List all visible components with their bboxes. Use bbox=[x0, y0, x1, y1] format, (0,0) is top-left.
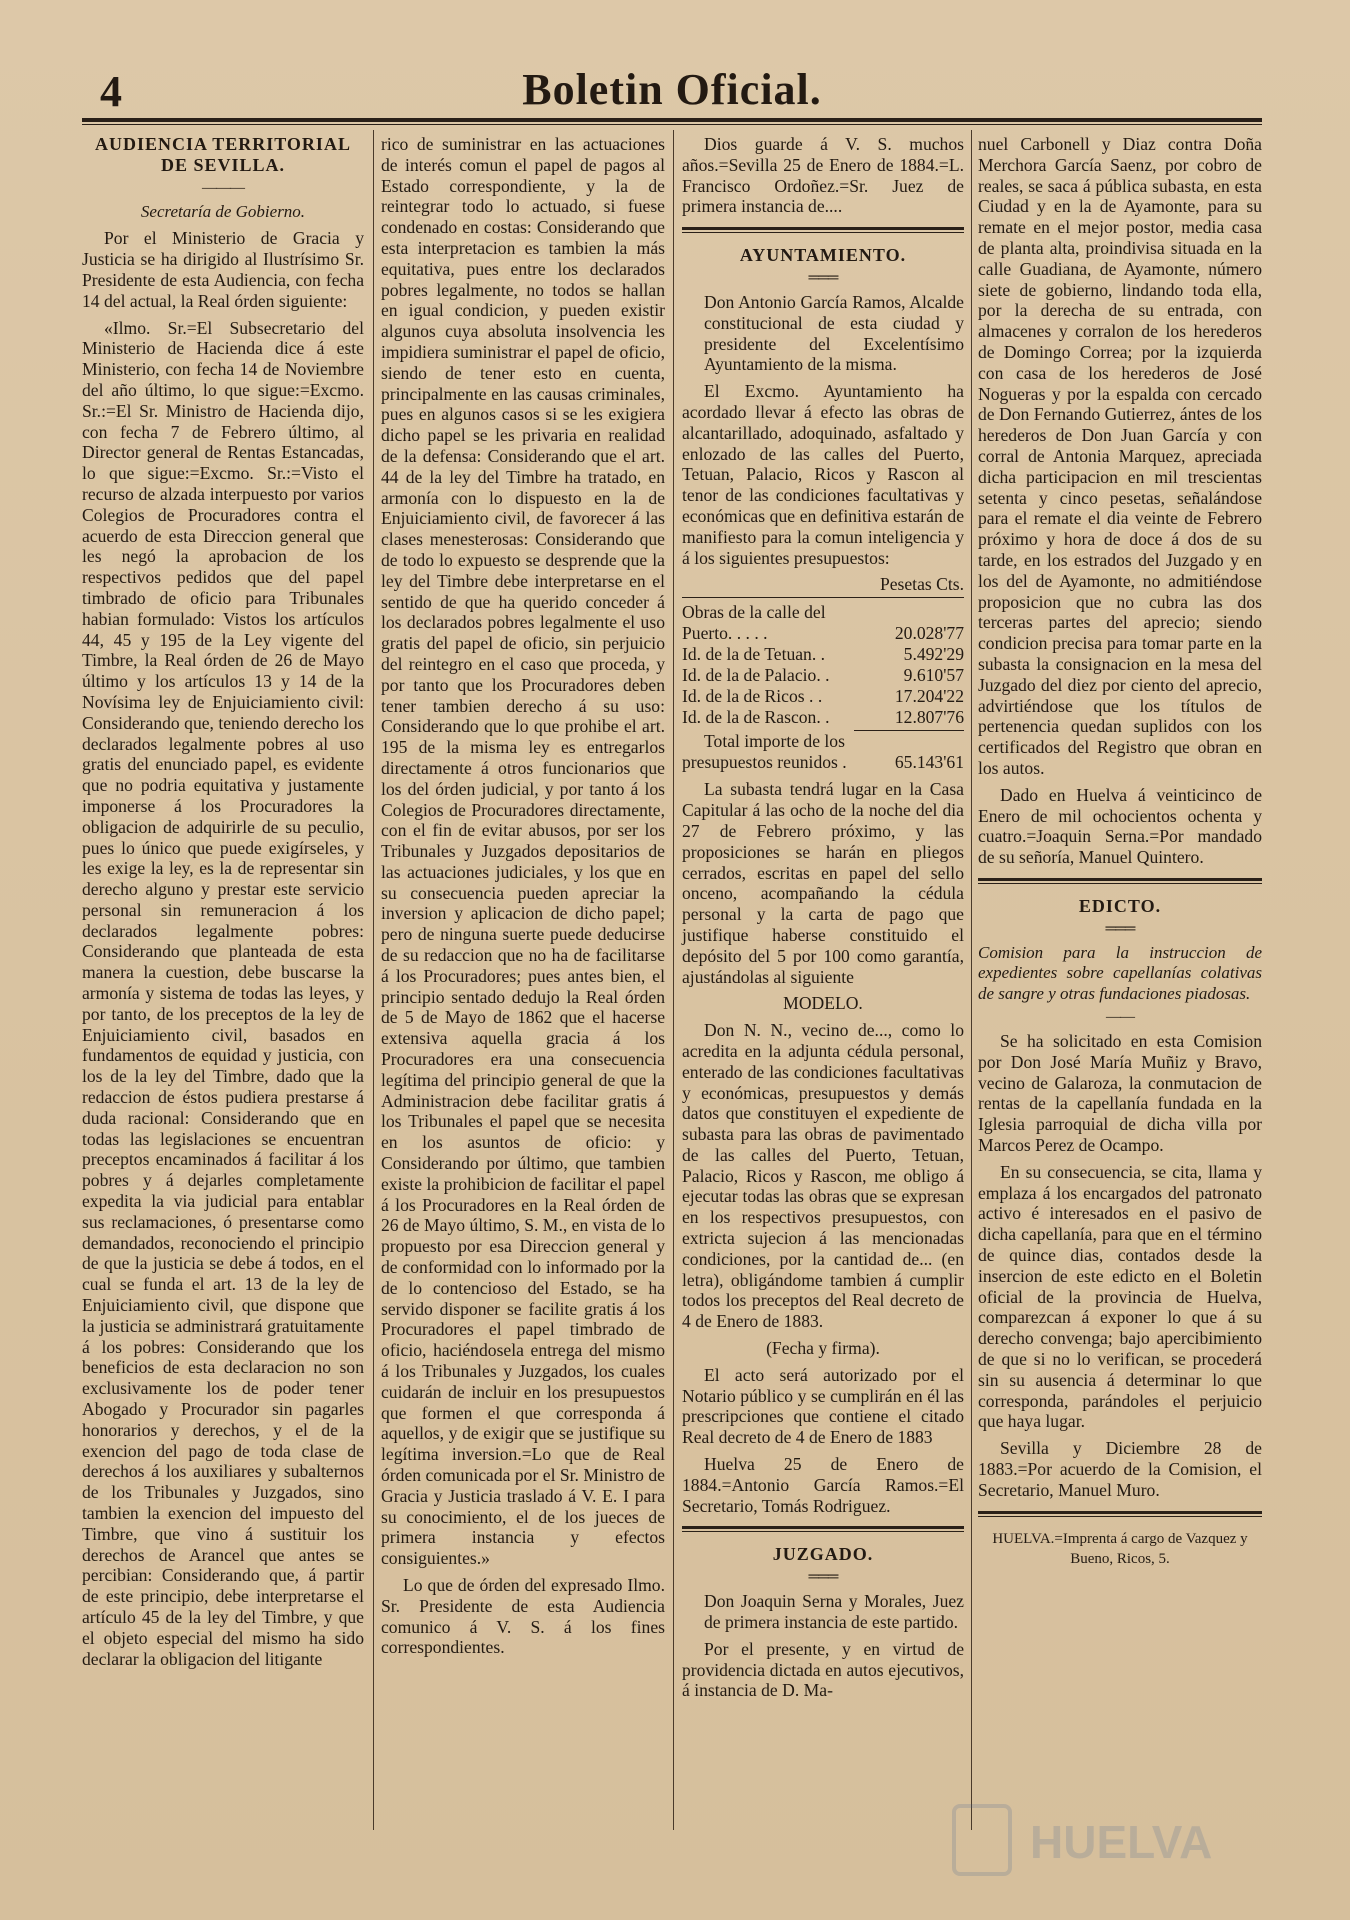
paragraph: «Ilmo. Sr.=El Subsecretario del Ministerio de Hacienda dice á este Ministerio, con fecha 14 de Noviembre del año último, lo que sigue:=Excmo. Sr.:=El Sr. Ministro de Hacienda dijo, con fecha 7 de Febrero último, al Director general de Rentas Estancadas, lo que sigue:=Excmo. Sr.:=Visto el recurso de alzada interpuesto por varios Colegios de Procuradores contra el acuerdo de esta Direccion general que les negó la aprobacion de los respectivos pedidos que del papel timbrado de oficio para Tribunales habian formulado: Vistos los artículos 44, 45 y 195 de la Ley vigente del Timbre, la Real órden de 26 de Mayo último y los artículos 13 y 14 de la Novísima ley de Enjuiciamiento civil: Considerando que, teniendo derecho los declarados legalmente pobres al uso gratis del enunciado papel, es evidente que no podria equitativa y justamente imponerse á los Procuradores la obligacion de adquirirle de su peculio, pues lo único que puede exigírseles, y les exige la ley, es la de representar sin derecho alguno y prestar este servicio personal sin remuneracion á los declarados legalmente pobres: Considerando que planteada de esta manera la cuestion, debe buscarse la armonía y sistema de todas las leyes, y por tanto, de los preceptos de la ley de Enjuiciamiento civil, basados en fundamentos de equidad y justicia, con los de la ley del Timbre, dado que la redaccion de éstos pudiera prestarse á duda racional: Considerando que en todas las legislaciones se encuentran preceptos encaminados á facilitar á los pobres y á dejarles completamente expedita la via judicial para entablar sus reclamaciones, ó presentarse como demandados, reconociendo el principio de que la justicia se debe á todos, en el cual se funda el art. 13 de la ley de Enjuiciamiento civil, que dispone que la justicia se administrará gratuitamente á los pobres: Considerando que los beneficios de esta declaracion no son exclusivamente los de poder tener Abogado y Procurador sin pagarles honorarios y derechos, y el de la exencion del pago de toda clase de derechos á los auxiliares y subalternos de los Tribunales y Juzgados, sino tambien la exencion del impuesto del Timbre, que vino á sustituir los derechos de Arancel que antes se percibian: Considerando que, á partir de este principio, debe interpretarse el artículo 45 de la ley del Timbre, y que el objeto especial del mismo ha sido declarar la obligacion del litigante bbox=[82, 317, 364, 1669]
paragraph: Dios guarde á V. S. muchos años.=Sevilla 25 de Enero de 1884.=L. Francisco Ordoñez.=Sr. Juez de primera instancia de.... bbox=[682, 134, 964, 217]
paragraph: Don N. N., vecino de..., como lo acredita en la adjunta cédula personal, enterado de las condiciones facultativas y económicas, presupuestos y demás datos que constituyen el expediente de subasta para las obras de pavimentado de las calles del Puerto, Tetuan, Palacio, Ricos y Rascon, me obligo á ejecutar todas las obras que se expresan en los respectivos presupuestos, con extricta sujecion á las mencionadas condiciones, por la cantidad de... (en letra), obligándome tambien á cumplir todos los preceptos del Real decreto de 4 de Enero de 1883. bbox=[682, 1020, 964, 1332]
budget-total-label: Total importe de los bbox=[704, 731, 845, 752]
column-3 bbox=[682, 134, 964, 1707]
paragraph: Por el Ministerio de Gracia y Justicia se ha dirigido al Ilustrísimo Sr. Presidente de esta Audiencia, con fecha 14 del actual, la Real órden siguiente: bbox=[82, 228, 364, 311]
section-rule-thin bbox=[682, 1531, 964, 1532]
ornament-rule: ═══ bbox=[1105, 920, 1135, 937]
column-4 bbox=[978, 134, 1262, 1575]
section-title-juzgado: JUZGADO. bbox=[772, 1544, 874, 1565]
paragraph: Don Antonio García Ramos, Alcalde constitucional de esta ciudad y presidente del Excelentísimo Ayuntamiento de la misma. bbox=[704, 291, 964, 375]
section-title-ayuntamiento: AYUNTAMIENTO. bbox=[739, 245, 907, 266]
budget-row: Id. de la de Tetuan. . 5.492'29 bbox=[682, 644, 964, 665]
paragraph: El Excmo. Ayuntamiento ha acordado llevar á efecto las obras de alcantarillado, adoquinado, asfaltado y enlozado de las calles del Puerto, Tetuan, Palacio, Ricos y Rascon al tenor de las condiciones facultativas y económicas que en definitiva estarán de manifiesto para la comun inteligencia y á los siguientes presupuestos: bbox=[682, 381, 964, 568]
section-rule bbox=[682, 227, 964, 230]
watermark-stamp bbox=[950, 1800, 1270, 1880]
section-rule bbox=[682, 1526, 964, 1529]
ornament-rule: —— bbox=[1106, 1009, 1134, 1026]
model-title: MODELO. bbox=[783, 993, 863, 1014]
paragraph: Por el presente, y en virtud de providencia dictada en autos ejecutivos, á instancia de D. Ma- bbox=[682, 1638, 964, 1701]
ornament-rule: ——— bbox=[202, 179, 244, 196]
paragraph: En su consecuencia, se cita, llama y emplaza á los encargados del patronato activo é interesados en el pasivo de dicha capellanía, para que en el término de quince dias, contados desde la insercion de este edicto en el Boletin oficial de la provincia de Huelva, comparezcan á exponer lo que á su derecho convenga; bajo apercibimiento de que si no lo verifican, se procederá sin su ausencia á determinar lo que corresponda, parándoles el perjuicio que haya lugar. bbox=[978, 1161, 1262, 1432]
budget-header: Pesetas Cts. bbox=[682, 574, 964, 598]
budget-row: Puerto. . . . . 20.028'77 bbox=[682, 623, 964, 644]
paragraph: Huelva 25 de Enero de 1884.=Antonio García Ramos.=El Secretario, Tomás Rodriguez. bbox=[682, 1454, 964, 1516]
watermark-text: HUELVA bbox=[1030, 1816, 1213, 1868]
paragraph: La subasta tendrá lugar en la Casa Capitular á las ocho de la noche del dia 27 de Febrero próximo, y las proposiciones se harán en pliegos cerrados, escritas en papel del sello onceno, acompañando la cédula personal y la carta de pago que justifique haberse constituido el depósito del 5 por 100 como garantía, ajustándolas al siguiente bbox=[682, 779, 964, 987]
ornament-rule: ═══ bbox=[808, 1569, 838, 1586]
paragraph: El acto será autorizado por el Notario público y se cumplirán en él las prescripciones que contiene el citado Real decreto de 4 de Enero de 1883 bbox=[682, 1364, 964, 1448]
page-number: 4 bbox=[100, 67, 122, 116]
budget-intro: Obras de la calle del bbox=[682, 602, 826, 623]
model-signature: (Fecha y firma). bbox=[766, 1338, 880, 1359]
paragraph: nuel Carbonell y Diaz contra Doña Merchora García Saenz, por cobro de reales, se saca á pública subasta, en esta Ciudad y en la de Ayamonte, para su remate en el mejor postor, media casa de planta alta, proindivisa situada en la calle Guadiana, de Ayamonte, número siete de gobierno, lindando toda ella, por la derecha de su entrada, con almacenes y corralon de los herederos de Domingo Correa; por la izquierda con casa de los herederos de José Nogueras y por la espalda con cercado de Don Fernando Gutierrez, ántes de los herederos de Don Juan García y con corral de Antonia Marquez, apreciada dicha participacion en mil trescientas setenta y cinco pesetas, señalándose para el remate el dia veinte de Febrero próximo y hora de doce á dos de su tarde, en los estrados del Juzgado y en los del de Ayamonte, no admitiéndose proposicion que no cubra las dos terceras partes del aprecio; siendo condicion precisa para tomar parte en la subasta la consignacion en la mesa del Juzgado del diez por ciento del aprecio, advirtiéndose que los títulos de pertenencia quedan suplidos con los certificados del Registro que obran en los autos. bbox=[978, 134, 1262, 778]
ornament-rule: ═══ bbox=[808, 269, 838, 286]
section-rule-thin bbox=[978, 1516, 1262, 1517]
paragraph: Se ha solicitado en esta Comision por Don José María Muñiz y Bravo, vecino de Galaroza, la conmutacion de rentas de la capellanía fundada en la Iglesia parroquial de dicha villa por Marcos Perez de Ocampo. bbox=[978, 1031, 1262, 1156]
section-title-audiencia: AUDIENCIA TERRITORIAL DE SEVILLA. bbox=[95, 134, 351, 175]
section-subtitle: Comision para la instruccion de expedientes sobre capellanías colativas de sangre y otras fundaciones piadosas. bbox=[978, 942, 1262, 1004]
column-divider bbox=[673, 130, 674, 1830]
column-divider bbox=[373, 130, 374, 1830]
header-rule bbox=[82, 118, 1262, 122]
budget-total-row: presupuestos reunidos . 65.143'61 bbox=[682, 752, 964, 773]
budget-table bbox=[682, 574, 964, 773]
budget-row: Id. de la de Rascon. . 12.807'76 bbox=[682, 707, 964, 728]
paragraph: rico de suministrar en las actuaciones de interés comun el papel de pagos al Estado correspondiente, y la de reintegrar todo lo actuado, si fuese condenado en costas: Considerando que esta interpretacion es tambien la más equitativa, pues entre los declarados pobres legalmente, no todos se hallan en igual condicion, y pueden existir algunos cuya absoluta insolvencia les impidiera suministrar el papel de oficio, siendo de tener esto en cuenta, principalmente en las causas criminales, pues en algunos casos si se les exigiera dicho papel se les privaria en realidad de la defensa: Considerando que el art. 44 de la ley del Timbre ha tratado, en armonía con lo dispuesto en la de Enjuiciamiento civil, de favorecer á las clases menesterosas: Considerando que de todo lo expuesto se desprende que la ley del Timbre debe interpretarse en el sentido de que ha querido conceder á los declarados pobres legalmente el uso gratis del papel de oficio, sin perjuicio del reintegro en el caso que proceda, y por tanto que los Procuradores deben tener tambien derecho á su uso: Considerando que lo que prohibe el art. 195 de la misma ley es entregarlos directamente á otros funcionarios que los del órden judicial, y por tanto á los Colegios de Procuradores directamente, con el fin de evitar abusos, por ser los Tribunales y Juzgados depositarios de las actuaciones judiciales, y los que en su consecuencia pueden apreciar la inversion y aplicacion de dicho papel; pero de ninguna suerte puede deducirse de su redaccion que no ha de facilitarse á los Procuradores; pues antes bien, el principio sentado dedujo la Real órden de 5 de Mayo de 1862 que el hacerse extensiva aquella gracia á los Procuradores era una consecuencia legítima del principio general de que la Administracion debe facilitar gratis á los Tribunales el papel que se necesita en los asuntos de oficio: y Considerando por último, que tambien existe la prohibicion de facilitar el papel á los Procuradores en la Real órden de 26 de Mayo último, S. M., en vista de lo propuesto por esa Direccion general y de conformidad con lo informado por la de lo contencioso del Estado, se ha servido disponer se facilite gratis á los Procuradores el papel timbrado de oficio, haciéndosela entrega del mismo á los Tribunales y Juzgados, los cuales cuidarán de incluir en los presupuestos que formen el que corresponda á aquellos, y de exigir que se justifique su legítima inversion.=Lo que de Real órden comunicada por el Sr. Ministro de Gracia y Justicia traslado á V. E. I para su conocimiento, el de los jueces de primera instancia y efectos consiguientes.» bbox=[381, 134, 665, 1569]
budget-row: Id. de la de Ricos . . 17.204'22 bbox=[682, 686, 964, 707]
imprint: HUELVA.=Imprenta á cargo de Vazquez y Bueno, Ricos, 5. bbox=[992, 1530, 1248, 1567]
column-divider bbox=[971, 130, 972, 1830]
section-subtitle: Secretaría de Gobierno. bbox=[140, 201, 306, 221]
page-title: Boletin Oficial. bbox=[522, 65, 822, 114]
section-title-edicto: EDICTO. bbox=[1078, 895, 1162, 916]
section-rule bbox=[978, 1511, 1262, 1514]
paragraph: Don Joaquin Serna y Morales, Juez de primera instancia de este partido. bbox=[704, 1591, 964, 1633]
column-2 bbox=[381, 134, 665, 1664]
section-rule bbox=[978, 878, 1262, 881]
paragraph: Dado en Huelva á veinticinco de Enero de mil ochocientos ochenta y cuatro.=Joaquin Serna.=Por mandado de su señoría, Manuel Quintero. bbox=[978, 784, 1262, 868]
paragraph: Lo que de órden del expresado Ilmo. Sr. Presidente de esta Audiencia comunico á V. S. á los fines correspondientes. bbox=[381, 1574, 665, 1658]
page-header bbox=[82, 62, 1262, 114]
paragraph: Sevilla y Diciembre 28 de 1883.=Por acuerdo de la Comision, el Secretario, Manuel Muro. bbox=[978, 1438, 1262, 1500]
column-1 bbox=[82, 134, 364, 1675]
section-rule-thin bbox=[978, 883, 1262, 884]
header-rule-thin bbox=[82, 124, 1262, 125]
budget-row: Id. de la de Palacio. . 9.610'57 bbox=[682, 665, 964, 686]
section-rule-thin bbox=[682, 232, 964, 233]
